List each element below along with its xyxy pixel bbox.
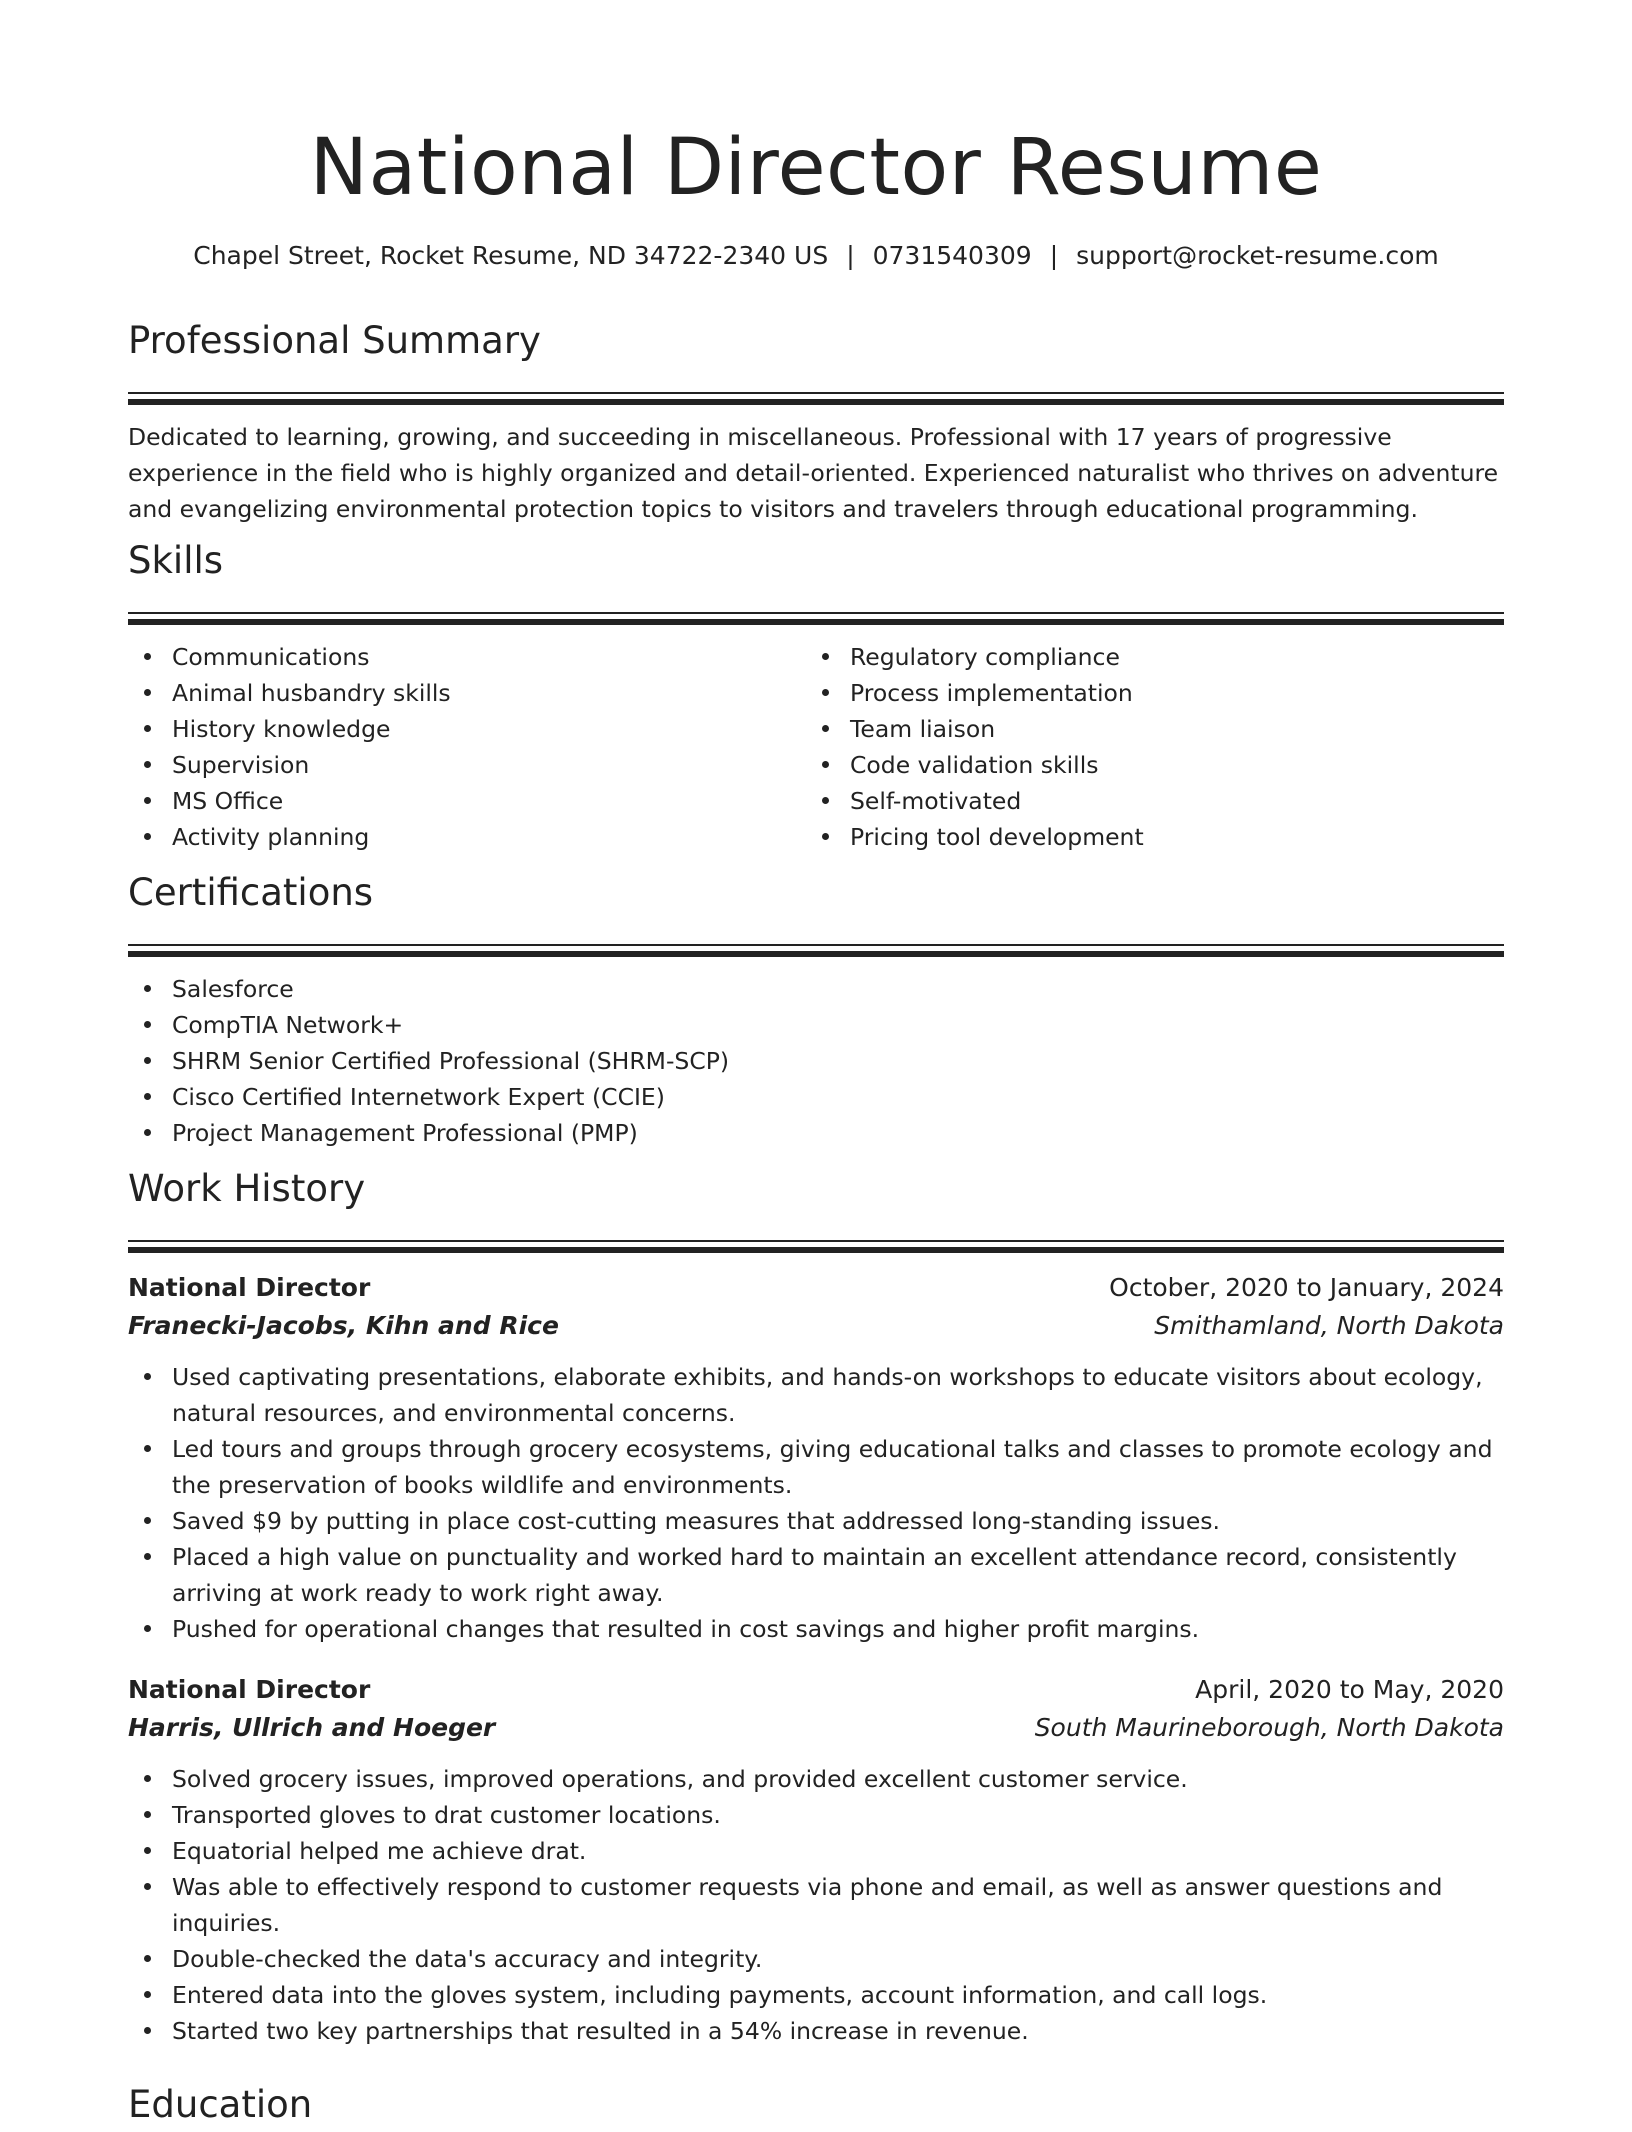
job-bullet: Solved grocery issues, improved operations, and provided excellent customer service. — [128, 1761, 1504, 1797]
job-bullet: Started two key partnerships that resulted in a 54% increase in revenue. — [128, 2013, 1504, 2049]
job-bullet: Was able to effectively respond to customer requests via phone and email, as well as answer questions and inquiries. — [128, 1869, 1504, 1941]
skills-heading: Skills — [128, 539, 224, 582]
job-company: Franecki-Jacobs, Kihn and Rice — [128, 1311, 559, 1340]
job-location: South Maurineborough, North Dakota — [1034, 1713, 1504, 1742]
skills-columns — [128, 625, 1504, 855]
job-header — [128, 1269, 1504, 1307]
section-divider — [128, 612, 1504, 625]
page-title: National Director Resume — [309, 123, 1323, 213]
skills-section — [128, 536, 1504, 855]
job-entry — [128, 1269, 1504, 1647]
skill-item: Activity planning — [128, 819, 806, 855]
certification-item: CompTIA Network+ — [128, 1007, 1504, 1043]
job-subheader — [128, 1709, 1504, 1747]
work-history-section — [128, 1164, 1504, 2049]
section-divider — [128, 1240, 1504, 1253]
certifications-list — [128, 971, 1504, 1151]
contact-separator: | — [846, 241, 855, 270]
job-entry — [128, 1671, 1504, 2049]
certifications-section — [128, 868, 1504, 1151]
job-bullet: Pushed for operational changes that resulted in cost savings and higher profit margins. — [128, 1611, 1504, 1647]
summary-heading: Professional Summary — [128, 319, 541, 362]
job-bullet: Equatorial helped me achieve drat. — [128, 1833, 1504, 1869]
job-bullet: Entered data into the gloves system, including payments, account information, and call logs. — [128, 1977, 1504, 2013]
job-bullet: Saved $9 by putting in place cost-cutting measures that addressed long-standing issues. — [128, 1503, 1504, 1539]
contact-address: Chapel Street, Rocket Resume, ND 34722-2340 US — [193, 241, 829, 270]
certification-item: Salesforce — [128, 971, 1504, 1007]
certification-item: SHRM Senior Certified Professional (SHRM-SCP) — [128, 1043, 1504, 1079]
job-dates: April, 2020 to May, 2020 — [1195, 1675, 1504, 1704]
contact-line — [128, 238, 1504, 274]
certification-item: Cisco Certified Internetwork Expert (CCIE) — [128, 1079, 1504, 1115]
skill-item: Pricing tool development — [806, 819, 1484, 855]
section-divider — [128, 944, 1504, 957]
job-title: National Director — [128, 1273, 371, 1302]
contact-separator: | — [1049, 241, 1059, 270]
education-section — [128, 2080, 1504, 2132]
job-bullet: Used captivating presentations, elaborate exhibits, and hands-on workshops to educate visitors about ecology, natural resources, and environmental concerns. — [128, 1359, 1504, 1431]
certification-item: Project Management Professional (PMP) — [128, 1115, 1504, 1151]
skill-item: Communications — [128, 639, 806, 675]
skill-item: Supervision — [128, 747, 806, 783]
skill-item: History knowledge — [128, 711, 806, 747]
summary-section — [128, 316, 1504, 527]
skill-item: Team liaison — [806, 711, 1484, 747]
education-heading: Education — [128, 2083, 313, 2126]
certifications-heading: Certifications — [128, 871, 374, 914]
work-history-heading: Work History — [128, 1167, 366, 1210]
skills-list-right — [806, 639, 1484, 855]
contact-phone: 0731540309 — [872, 241, 1032, 270]
job-company: Harris, Ullrich and Hoeger — [128, 1713, 496, 1742]
job-bullet: Placed a high value on punctuality and worked hard to maintain an excellent attendance record, consistently arriving at work ready to work right away. — [128, 1539, 1504, 1611]
skill-item: Regulatory compliance — [806, 639, 1484, 675]
skill-item: Code validation skills — [806, 747, 1484, 783]
job-bullet: Transported gloves to drat customer locations. — [128, 1797, 1504, 1833]
job-subheader — [128, 1307, 1504, 1345]
job-bullet: Double-checked the data's accuracy and integrity. — [128, 1941, 1504, 1977]
job-bullets — [128, 1359, 1504, 1647]
section-divider — [128, 392, 1504, 405]
skills-list-left — [128, 639, 806, 855]
job-title: National Director — [128, 1675, 371, 1704]
skill-item: Process implementation — [806, 675, 1484, 711]
job-bullets — [128, 1761, 1504, 2049]
job-dates: October, 2020 to January, 2024 — [1109, 1273, 1504, 1302]
skill-item: Self-motivated — [806, 783, 1484, 819]
skill-item: MS Office — [128, 783, 806, 819]
contact-email[interactable]: support@rocket-resume.com — [1076, 241, 1439, 270]
job-location: Smithamland, North Dakota — [1154, 1311, 1504, 1340]
skill-item: Animal husbandry skills — [128, 675, 806, 711]
job-bullet: Led tours and groups through grocery ecosystems, giving educational talks and classes to promote ecology and the preservation of books wildlife and environments. — [128, 1431, 1504, 1503]
summary-text: Dedicated to learning, growing, and succeeding in miscellaneous. Professional with 17 years of progressive experience in the field who is highly organized and detail-oriented. Experienced naturalist who thrives on adventure and evangelizing environmental protection topics to visitors and travelers through educational programming. — [128, 423, 1499, 523]
job-header — [128, 1671, 1504, 1709]
